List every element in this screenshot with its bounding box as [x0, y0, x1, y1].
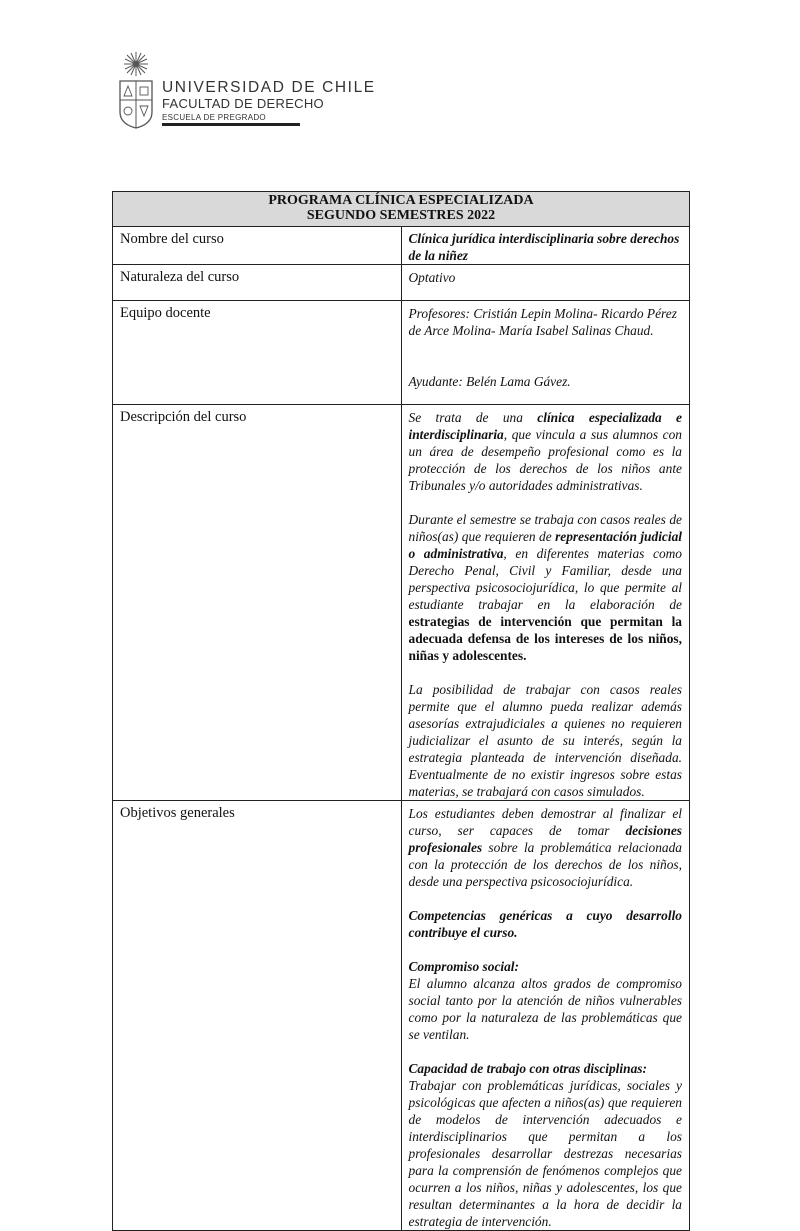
- description-paragraph: La posibilidad de trabajar con casos reales permite que el alumno pueda realizar además asesorías extrajudiciales a quienes no requieren judicializar el asunto de su interés, según la estrategia planteada de intervención diseñada. Eventualmente de no existir ingresos sobre estas materias, se trabajará con casos simulados.: [408, 682, 682, 799]
- faculty-name: FACULTAD DE DERECHO: [162, 96, 324, 111]
- program-title: PROGRAMA CLÍNICA ESPECIALIZADA: [268, 193, 534, 208]
- course-name-value: [401, 227, 690, 265]
- table-row-description: [113, 405, 690, 801]
- capacity-text: Trabajar con problemáticas jurídicas, sociales y psicológicas que afecten a niños(as) que requieren de modelos de intervención adecuados e interdisciplinarios que permitan a los profesionales desarrollar destrezas necesarias para la comprensión de fenómenos complejos que ocurren a los niños, niñas y adolescentes, los que resultan determinantes a la hora de decidir la estrategia de intervención.: [408, 1078, 682, 1229]
- row-label: Nombre del curso: [113, 227, 402, 265]
- professors-text: Profesores: Cristián Lepin Molina- Ricardo Pérez de Arce Molina- María Isabel Salinas Chaud.: [408, 306, 677, 338]
- capacity-heading: Capacidad de trabajo con otras disciplinas:: [408, 1061, 647, 1076]
- description-paragraph: Se trata de una clínica especializada e interdisciplinaria, que vincula a sus alumnos con un área de desempeño profesional como es la protección de los derechos de los niños ante Tribunales y/o autoridades administrativas.: [408, 410, 682, 493]
- university-seal-logo: [117, 50, 155, 130]
- course-program-table: [112, 191, 690, 1231]
- table-title: [113, 192, 690, 227]
- competencies-heading: Competencias genéricas a cuyo desarrollo contribuye el curso.: [408, 908, 682, 940]
- table-row-nature: [113, 265, 690, 301]
- objectives-paragraph: Los estudiantes deben demostrar al finalizar el curso, ser capaces de tomar decisiones profesionales sobre la problemática relacionada con la protección de los derechos de los niños, desde una perspectiva psicosociojurídica.: [408, 806, 682, 889]
- team-value: [401, 301, 690, 405]
- table-row-course-name: [113, 227, 690, 265]
- table-row-team: [113, 301, 690, 405]
- description-value: [401, 405, 690, 801]
- university-name: UNIVERSIDAD DE CHILE: [162, 79, 376, 96]
- objectives-value: [401, 801, 690, 1231]
- table-title-row: [113, 192, 690, 227]
- social-heading: Compromiso social:: [408, 959, 519, 974]
- assistant-text: Ayudante: Belén Lama Gávez.: [408, 374, 571, 389]
- social-text: El alumno alcanza altos grados de compromiso social tanto por la atención de niños vulnerables como por la naturaleza de las problemáticas que se ventilan.: [408, 976, 682, 1042]
- header-divider: [162, 123, 300, 126]
- institution-header: [162, 79, 376, 124]
- nature-value: Optativo: [401, 265, 690, 301]
- row-label: Equipo docente: [113, 301, 402, 405]
- semester-title: SEGUNDO SEMESTRES 2022: [306, 208, 496, 223]
- row-label: Descripción del curso: [113, 405, 402, 801]
- table-row-objectives: [113, 801, 690, 1231]
- course-name-text: Clínica jurídica interdisciplinaria sobre derechos de la niñez: [408, 231, 680, 263]
- row-label: Naturaleza del curso: [113, 265, 402, 301]
- school-name: ESCUELA DE PREGRADO: [162, 113, 266, 122]
- description-paragraph: Durante el semestre se trabaja con casos reales de niños(as) que requieren de representación judicial o administrativa, en diferentes materias como Derecho Penal, Civil y Familiar, desde una perspectiva psicosociojurídica, lo que permite al estudiante trabajar en la elaboración de estrategias de intervención que permitan la adecuada defensa de los intereses de los niños, niñas y adolescentes.: [408, 512, 683, 663]
- row-label: Objetivos generales: [113, 801, 402, 1231]
